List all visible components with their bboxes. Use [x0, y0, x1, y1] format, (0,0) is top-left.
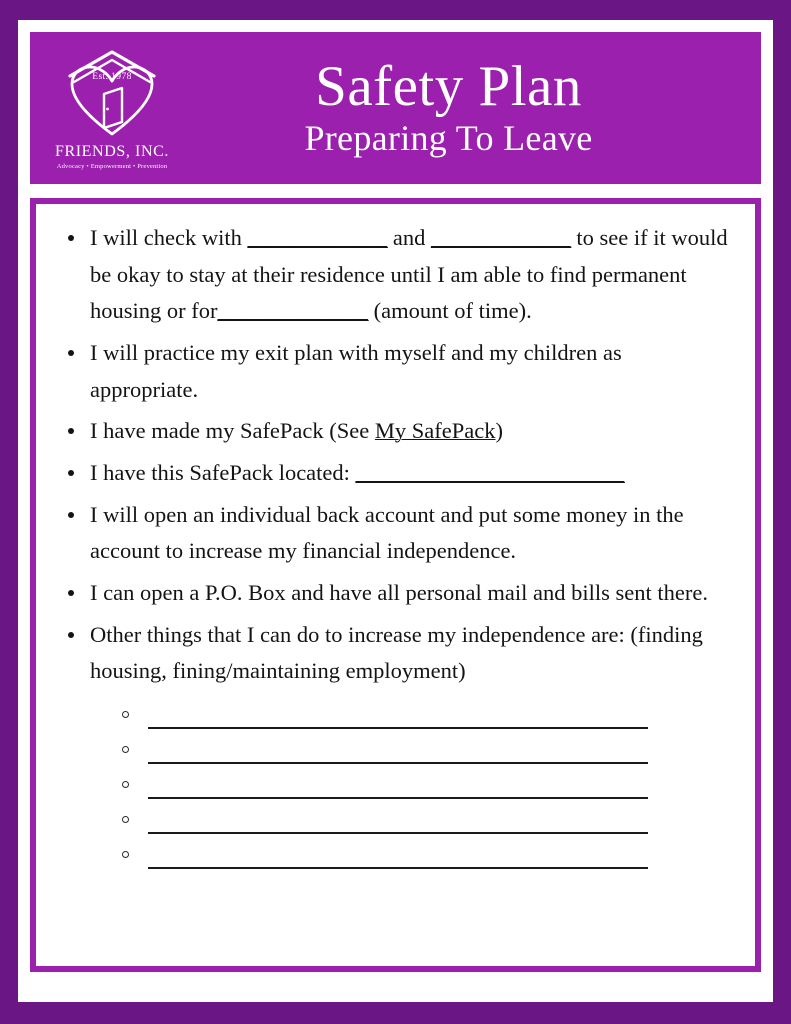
checklist-item-text: and — [387, 225, 431, 250]
checklist-item[interactable] — [56, 617, 735, 875]
page-subtitle: Preparing To Leave — [304, 118, 593, 159]
writein-line-item[interactable] — [116, 735, 735, 770]
logo-established-text: Est. 1978 — [92, 72, 132, 82]
checklist-item[interactable] — [56, 413, 735, 450]
writein-line-item[interactable] — [116, 805, 735, 840]
fill-in-blank[interactable]: _________________________ — [355, 460, 625, 486]
checklist-item[interactable] — [56, 455, 735, 492]
checklist-item[interactable] — [56, 575, 735, 612]
house-heart-door-logo-icon — [56, 46, 168, 142]
writein-rule[interactable] — [148, 762, 648, 764]
checklist-item[interactable] — [56, 335, 735, 408]
logo-tagline: Advocacy • Empowerment • Prevention — [56, 163, 168, 170]
checklist-item-text: to see if it would be okay to stay at their residence until I am able to find permanent housing or for — [90, 225, 728, 324]
checklist-item-text: I will open an individual back account and put some money in the account to increase my financial independence. — [90, 501, 684, 564]
writein-lines-list — [90, 700, 735, 875]
writein-line-item[interactable] — [116, 840, 735, 875]
fill-in-blank[interactable]: _____________ — [247, 225, 388, 250]
writein-line-item[interactable] — [116, 700, 735, 735]
safepack-reference-link[interactable]: My SafePack — [374, 418, 496, 444]
checklist-item[interactable] — [56, 497, 735, 570]
document-header-banner — [30, 32, 761, 184]
checklist-item-text: I have made my SafePack (See — [90, 418, 375, 444]
title-block — [176, 55, 747, 159]
writein-line-item[interactable] — [116, 770, 735, 805]
checklist-item-text: ) — [495, 418, 503, 444]
checklist-item-text: I can open a P.O. Box and have all personal mail and bills sent there. — [90, 580, 708, 606]
checklist-item-text: I will check with — [90, 225, 248, 250]
writein-rule[interactable] — [148, 797, 648, 799]
writein-rule[interactable] — [148, 832, 648, 834]
checklist-item-text: I have this SafePack located: — [90, 460, 356, 486]
writein-rule[interactable] — [148, 867, 648, 869]
logo-org-name: FRIENDS, INC. — [54, 143, 170, 160]
safety-plan-checklist — [56, 220, 735, 875]
checklist-card — [30, 198, 761, 972]
checklist-item-text: (amount of time). — [368, 298, 532, 324]
writein-rule[interactable] — [148, 727, 648, 729]
checklist-item-text: I will practice my exit plan with myself and my children as appropriate. — [90, 340, 622, 402]
page-title: Safety Plan — [315, 55, 582, 119]
page-white-mat — [18, 20, 773, 1002]
fill-in-blank[interactable]: ______________ — [217, 298, 368, 324]
fill-in-blank[interactable]: _____________ — [430, 225, 571, 250]
organization-logo — [48, 46, 176, 170]
checklist-item[interactable] — [56, 220, 735, 330]
checklist-item-text: Other things that I can do to increase my independence are: (finding housing, fining/maintaining employment) — [90, 621, 703, 684]
